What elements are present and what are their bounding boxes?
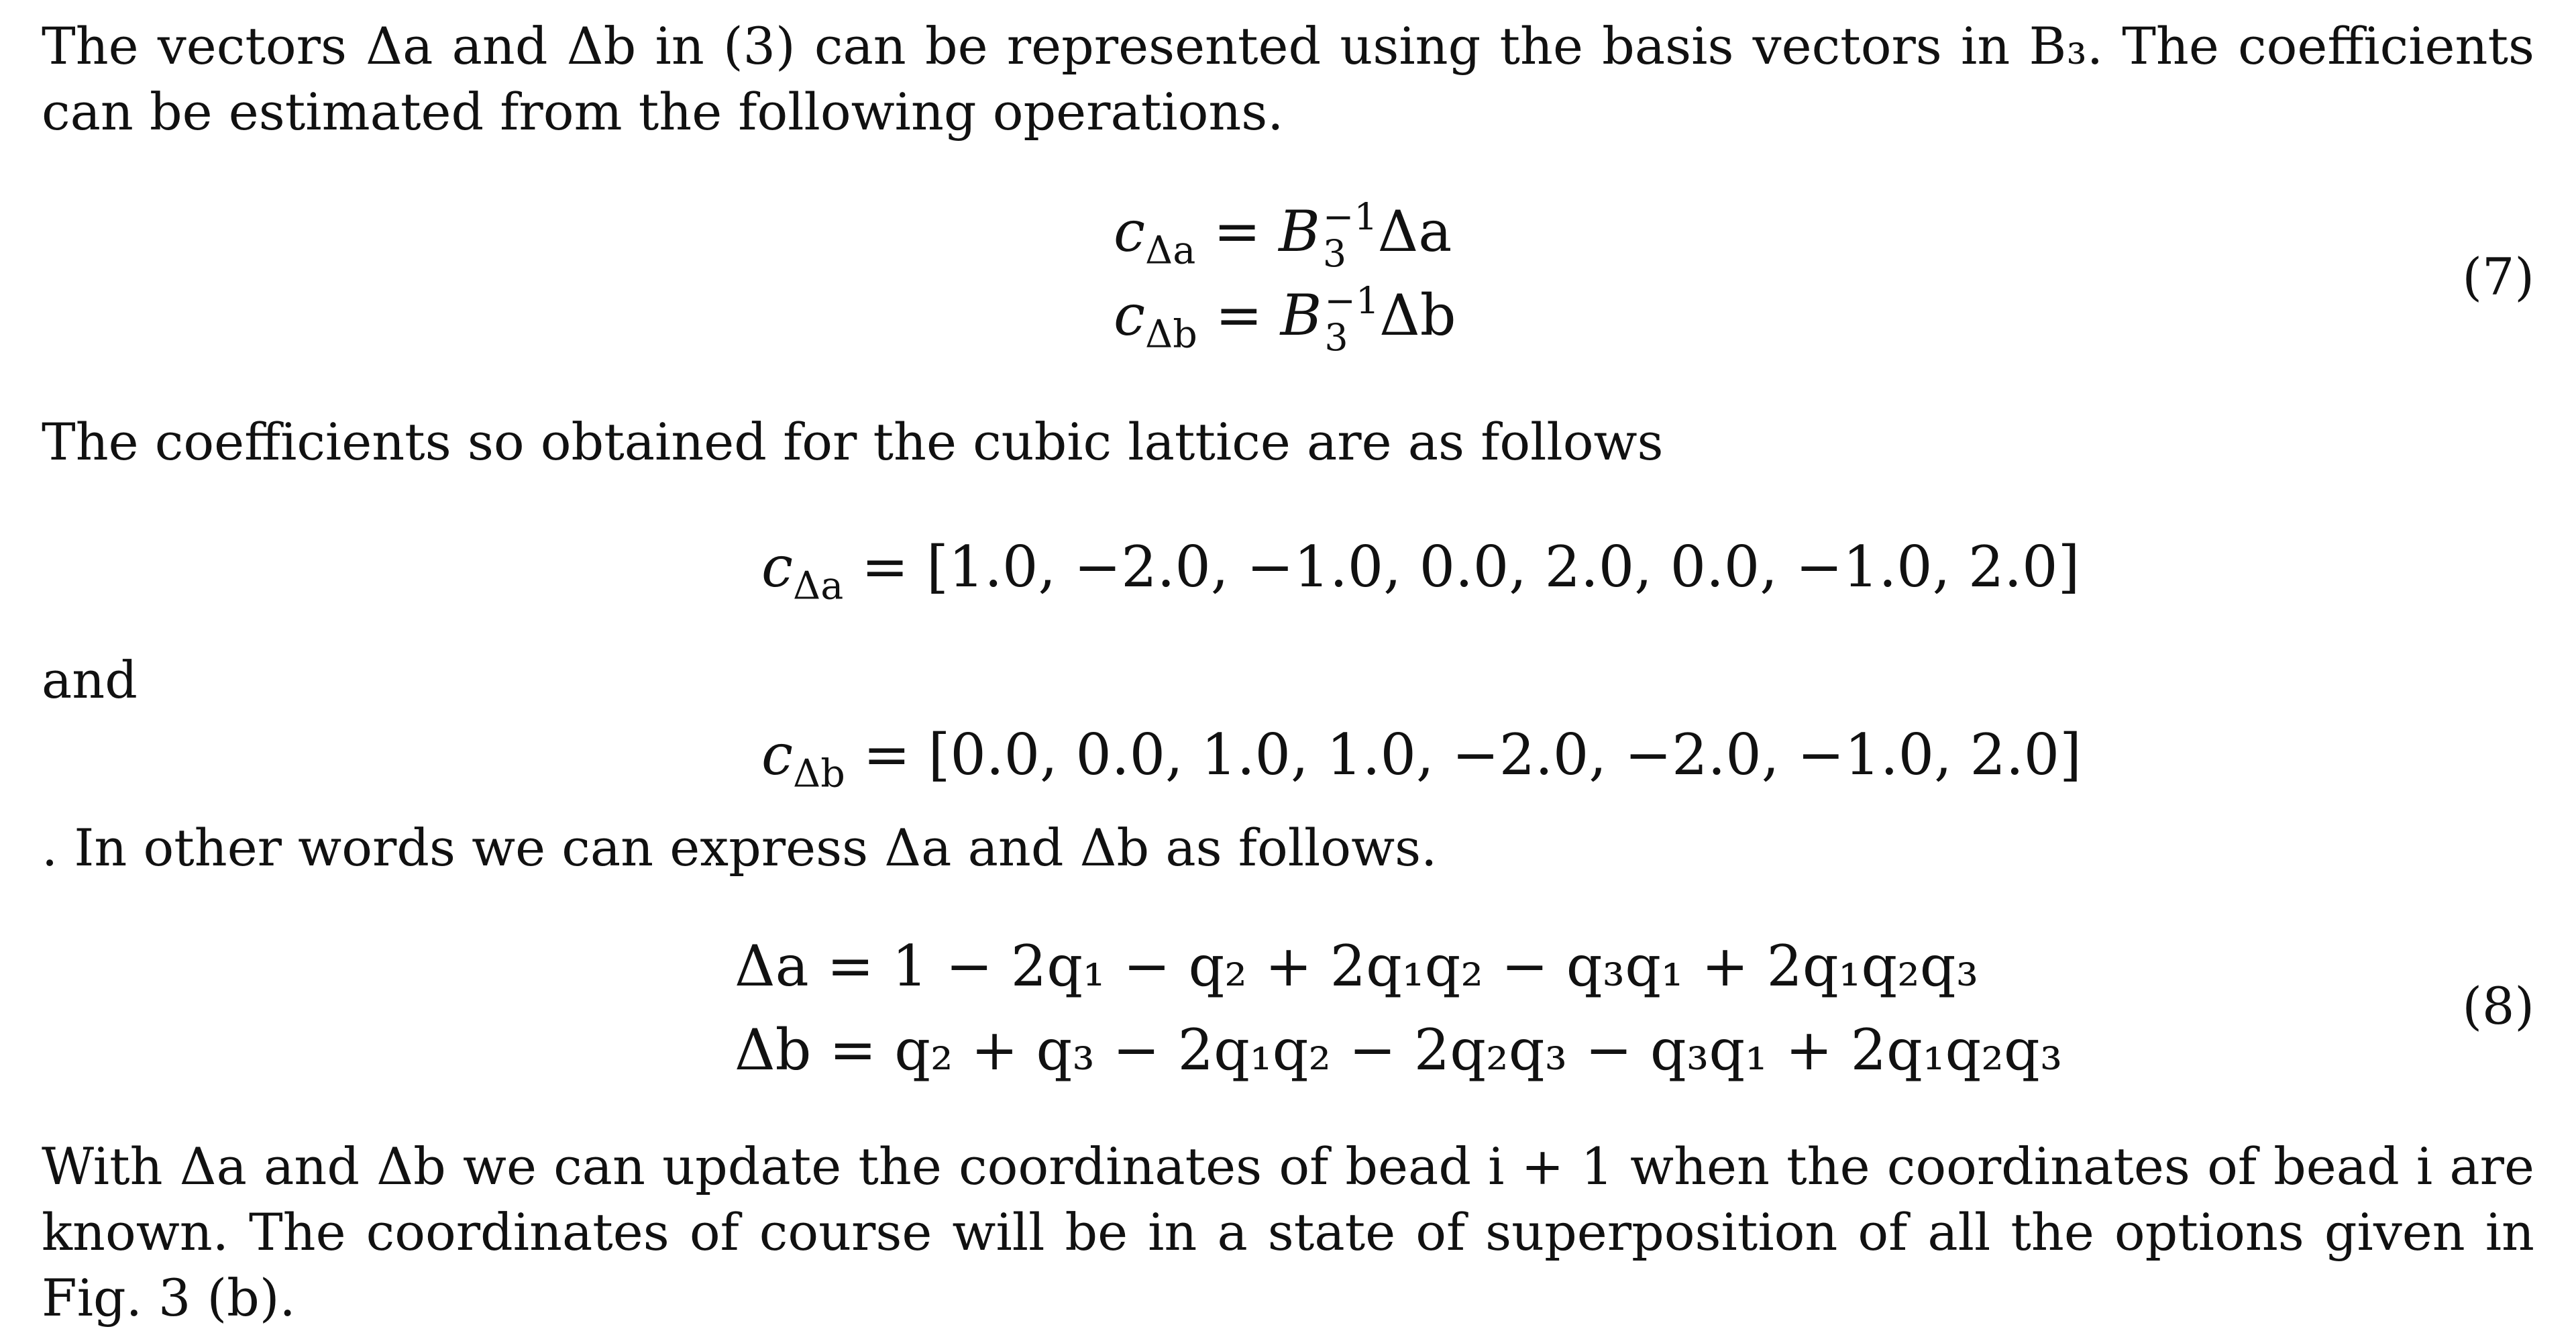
and-word: and: [42, 650, 138, 710]
equation-7-line-2: $c_{\Delta b} = B$ −1 3 Δb: [1114, 279, 1456, 360]
coefficient-vector-a: $c_{\Delta a} = [1.0$, −2.0, −1.0, 0.0, 2.0, 0.0, −1.0, 2.0]: [761, 534, 2080, 608]
equation-8-number: (8): [2462, 976, 2534, 1036]
coefficients-paragraph: The coefficients so obtained for the cubic lattice are as follows: [42, 412, 1664, 472]
coefficient-vector-b: $c_{\Delta b} = [0.0$, 0.0, 1.0, 1.0, −2.0, −2.0, −1.0, 2.0]: [761, 722, 2082, 796]
intro-paragraph: The vectors Δa and Δb in (3) can be represented using the basis vectors in B₃. The coefficients can be estimated from the following operations.: [42, 16, 2534, 142]
equation-8-line-2: Δb = q₂ + q₃ − 2q₁q₂ − 2q₂q₃ − q₃q₁ + 2q₁q₂q₃: [735, 1017, 2063, 1083]
equation-7-number: (7): [2462, 247, 2534, 307]
closing-paragraph: With Δa and Δb we can update the coordinates of bead i + 1 when the coordinates of bead i are known. The coordinates of course will be in a state of superposition of all the options given in Fig. 3 (b).: [42, 1136, 2534, 1328]
other-words-paragraph: . In other words we can express Δa and Δb as follows.: [42, 818, 1438, 877]
equation-7-line-1: $c_{\Delta a} = B$ −1 3 Δa: [1114, 195, 1452, 276]
equation-8-line-1: Δa = 1 − 2q₁ − q₂ + 2q₁q₂ − q₃q₁ + 2q₁q₂q₃: [735, 933, 1979, 999]
